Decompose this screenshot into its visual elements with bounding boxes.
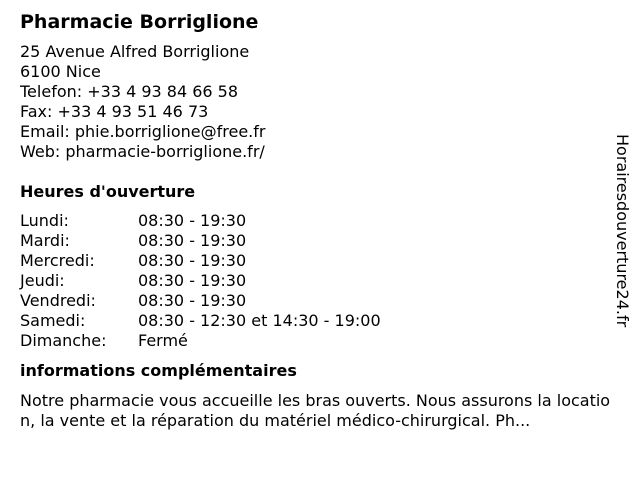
info-heading: informations complémentaires [20, 361, 297, 380]
hours-time: 08:30 - 12:30 et 14:30 - 19:00 [138, 311, 381, 330]
hours-row-lundi [20, 211, 620, 231]
phone-number[interactable]: Telefon: +33 4 93 84 66 58 [20, 82, 239, 101]
hours-time: 08:30 - 19:30 [138, 211, 247, 230]
hours-row-vendredi [20, 291, 620, 311]
hours-day: Samedi: [20, 311, 86, 330]
hours-time: 08:30 - 19:30 [138, 251, 247, 270]
website-link[interactable]: Web: pharmacie-borriglione.fr/ [20, 142, 265, 161]
hours-time: 08:30 - 19:30 [138, 291, 247, 310]
pharmacy-card [20, 10, 620, 431]
hours-row-samedi [20, 311, 620, 331]
fax-number: Fax: +33 4 93 51 46 73 [20, 102, 209, 121]
info-description: Notre pharmacie vous accueille les bras ouverts. Nous assurons la location, la vente et la réparation du matériel médico-chirurgical. Ph... [20, 391, 611, 430]
hours-day: Mercredi: [20, 251, 95, 270]
site-watermark: Horairesdouverture24.fr [613, 134, 632, 328]
hours-day: Jeudi: [20, 271, 65, 290]
hours-heading: Heures d'ouverture [20, 182, 196, 201]
email-address[interactable]: Email: phie.borriglione@free.fr [20, 122, 266, 141]
hours-time: Fermé [138, 331, 188, 350]
hours-time: 08:30 - 19:30 [138, 271, 247, 290]
hours-day: Dimanche: [20, 331, 107, 350]
hours-day: Mardi: [20, 231, 70, 250]
hours-row-mercredi [20, 251, 620, 271]
hours-row-jeudi [20, 271, 620, 291]
address-city: 6100 Nice [20, 62, 101, 81]
hours-time: 08:30 - 19:30 [138, 231, 247, 250]
address-street: 25 Avenue Alfred Borriglione [20, 42, 250, 61]
hours-day: Vendredi: [20, 291, 96, 310]
hours-row-dimanche [20, 331, 620, 351]
pharmacy-name: Pharmacie Borriglione [20, 11, 259, 33]
hours-day: Lundi: [20, 211, 69, 230]
hours-table [20, 211, 620, 351]
hours-row-mardi [20, 231, 620, 251]
